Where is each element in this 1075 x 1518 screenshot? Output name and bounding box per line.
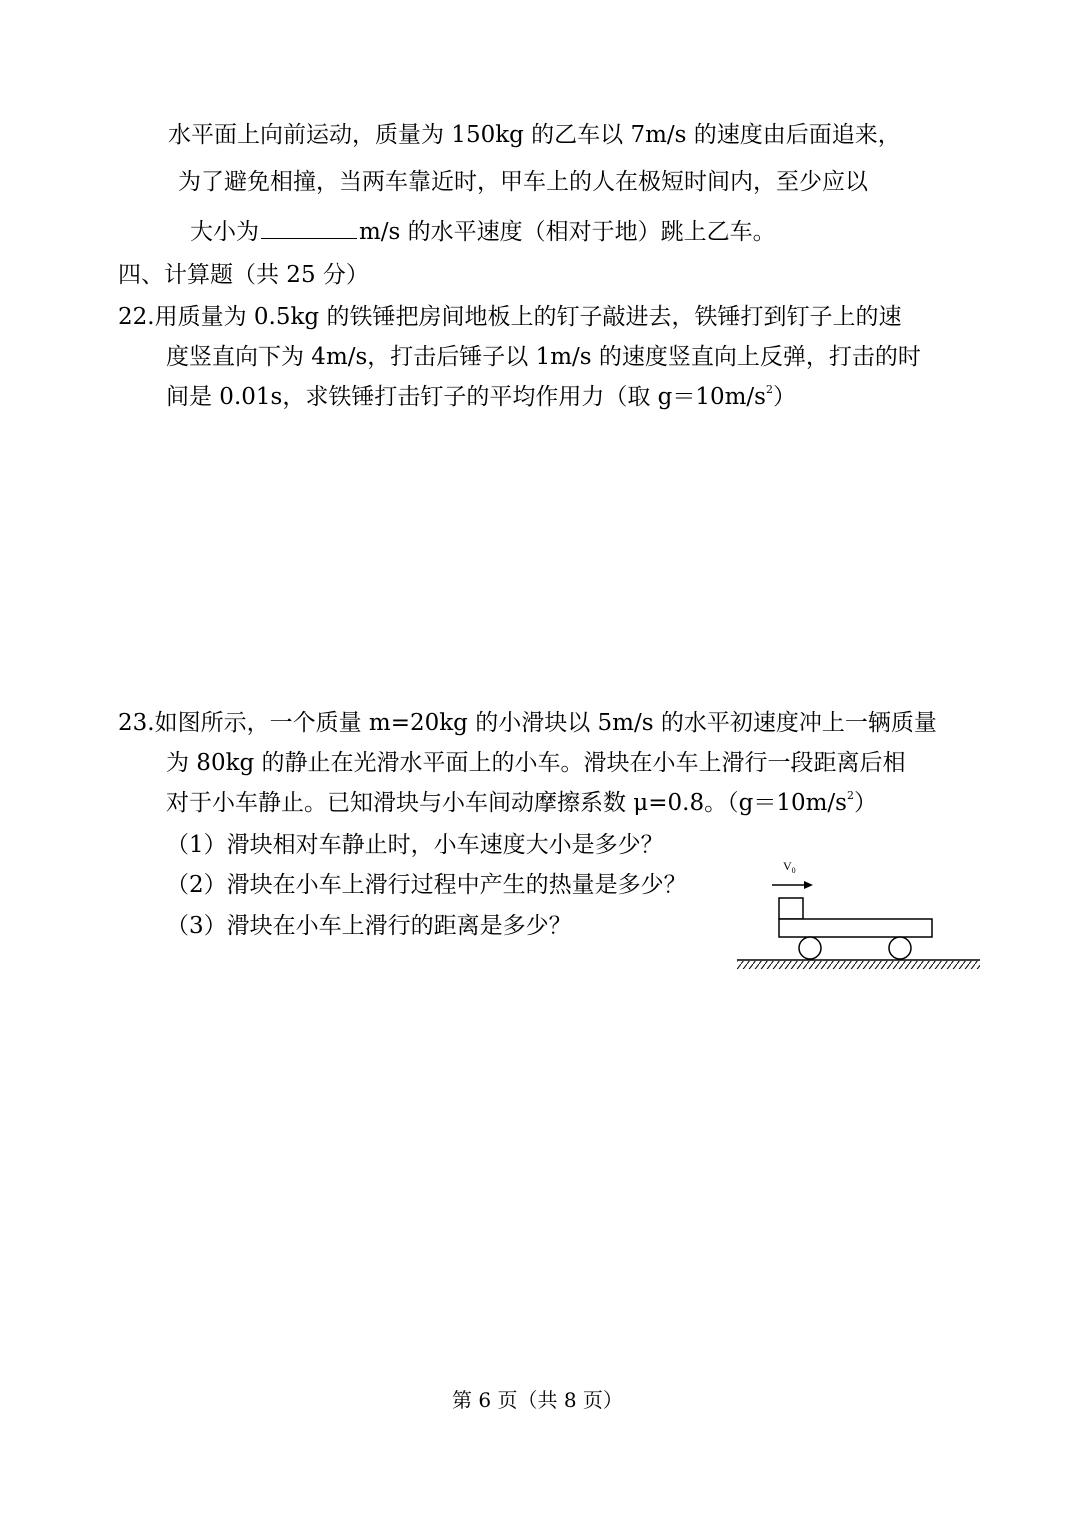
velocity-arrow: [772, 881, 813, 889]
cart-wheel-right: [889, 937, 911, 959]
q23-line-3-text: 对于小车静止。已知滑块与小车间动摩擦系数 μ=0.8。（g＝10m/s: [166, 790, 847, 816]
q23-line-3-close: ）: [853, 790, 877, 816]
answer-blank[interactable]: [261, 218, 357, 239]
cart-slider-diagram: [735, 852, 985, 982]
q22-line-2: 度竖直向下为 4m/s，打击后锤子以 1m/s 的速度竖直向上反弹，打击的时: [166, 344, 921, 370]
section-heading: 四、计算题（共 25 分）: [118, 262, 369, 288]
q23-sub-question-1: （1）滑块相对车静止时，小车速度大小是多少？: [166, 832, 664, 858]
page-footer: 第 6 页（共 8 页）: [452, 1388, 623, 1412]
q23-line-3: [166, 789, 877, 816]
q22-superscript: 2: [766, 383, 773, 396]
q22-line-3: [166, 383, 796, 410]
q23-line-2: 为 80kg 的静止在光滑水平面上的小车。滑块在小车上滑行一段距离后相: [166, 750, 906, 776]
q23-sub-question-2: （2）滑块在小车上滑行过程中产生的热量是多少？: [166, 872, 687, 898]
prev-line-2: 为了避免相撞，当两车靠近时，甲车上的人在极短时间内，至少应以: [178, 169, 868, 195]
prev-line-3-start: 大小为: [190, 219, 259, 245]
q22-line-1: 22.用质量为 0.5kg 的铁锤把房间地板上的钉子敲进去，铁锤打到钉子上的速: [118, 304, 902, 330]
q23-line-1: 23.如图所示，一个质量 m=20kg 的小滑块以 5m/s 的水平初速度冲上一辆质量: [118, 710, 937, 736]
velocity-label: $V_0$: [783, 859, 796, 875]
cart-wheel-left: [799, 937, 821, 959]
cart-body: [779, 919, 932, 937]
q22-line-3-close: ）: [773, 384, 796, 410]
slider-block: [779, 898, 803, 919]
q23-superscript: 2: [846, 789, 854, 802]
prev-line-3: [190, 218, 776, 244]
ground-hatching: [737, 961, 980, 969]
prev-line-3-end: m/s 的水平速度（相对于地）跳上乙车。: [359, 219, 776, 245]
prev-line-1: 水平面上向前运动，质量为 150kg 的乙车以 7m/s 的速度由后面追来，: [168, 122, 901, 148]
q22-line-3-text: 间是 0.01s，求铁锤打击钉子的平均作用力（取 g＝10m/s: [166, 384, 766, 410]
q23-sub-question-3: （3）滑块在小车上滑行的距离是多少？: [166, 913, 572, 939]
